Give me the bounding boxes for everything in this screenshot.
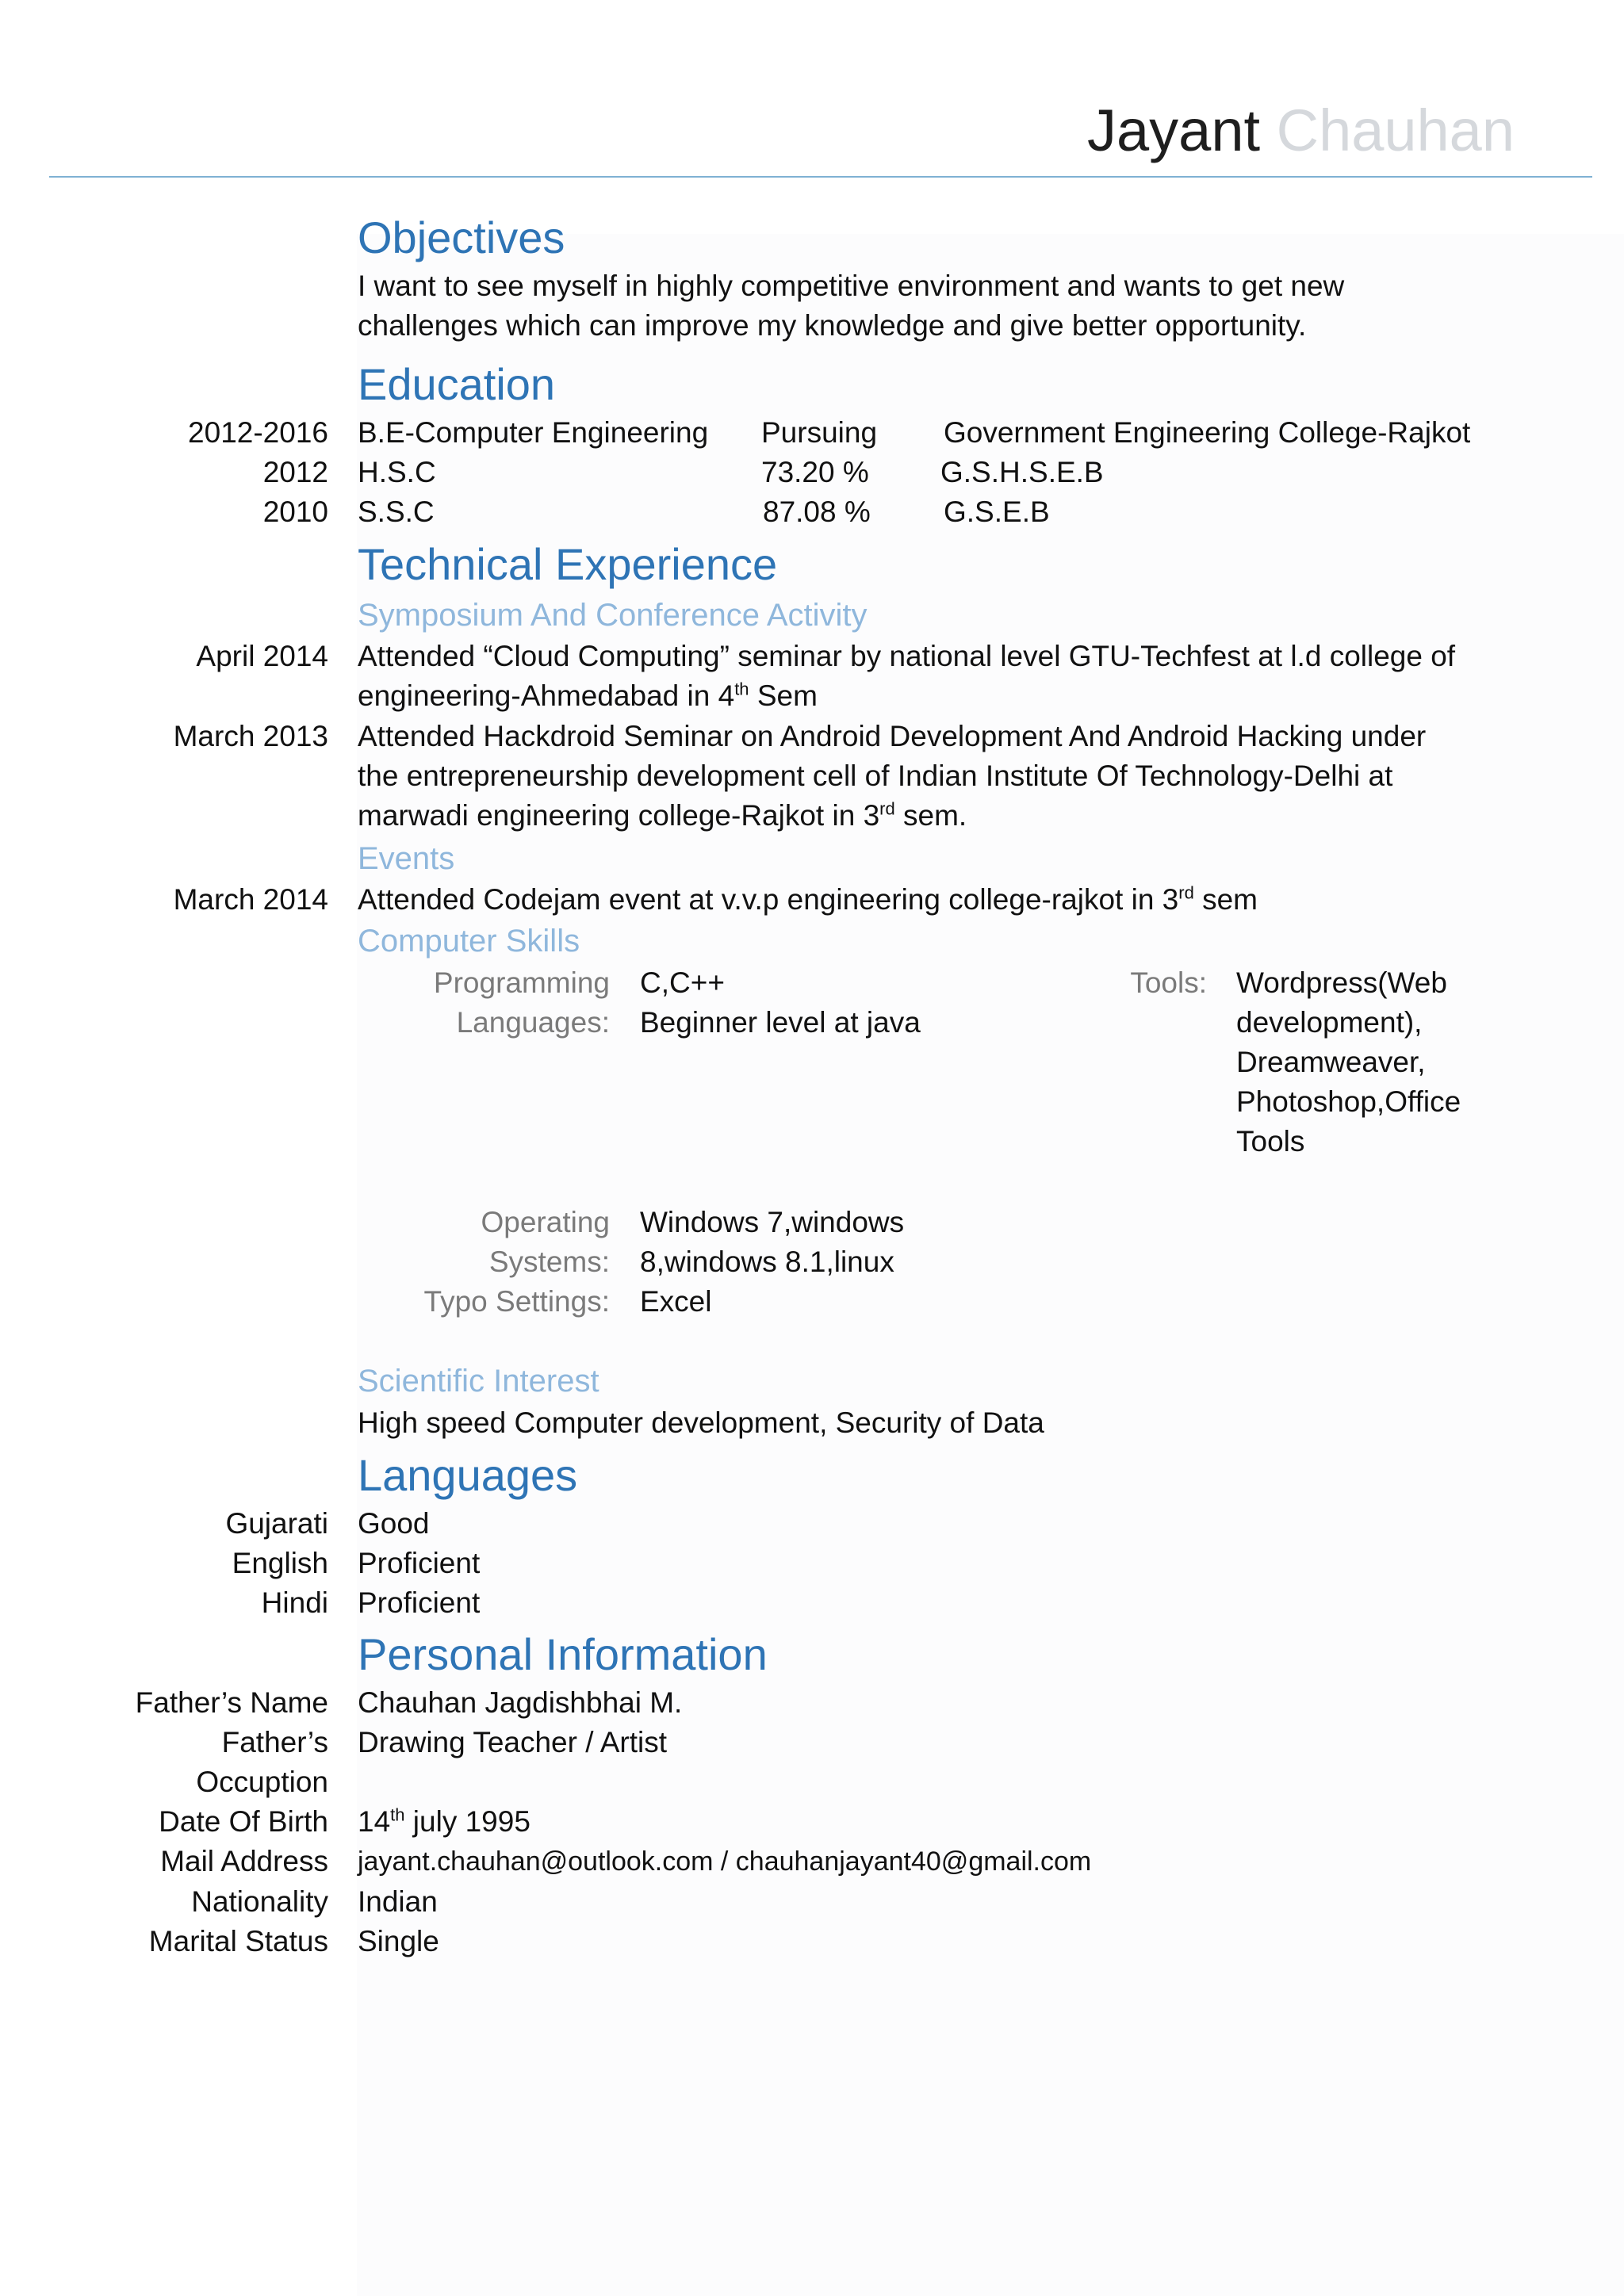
skill-value: 8,windows 8.1,linux bbox=[640, 1246, 894, 1278]
skill-value: Windows 7,windows bbox=[640, 1206, 905, 1238]
language-name: Hindi bbox=[261, 1586, 328, 1619]
personal-information-heading: Personal Information bbox=[358, 1629, 768, 1679]
skill-value: Dreamweaver, bbox=[1236, 1046, 1426, 1078]
skill-value: Excel bbox=[640, 1285, 712, 1318]
personal-email[interactable]: jayant.chauhan@outlook.com / chauhanjayant40@gmail.com bbox=[358, 1846, 1092, 1877]
skill-label: Languages: bbox=[456, 1006, 610, 1039]
header-divider bbox=[49, 176, 1592, 178]
education-year: 2012-2016 bbox=[188, 416, 328, 449]
education-year: 2012 bbox=[262, 456, 328, 488]
language-level: Good bbox=[358, 1507, 430, 1540]
education-board: G.S.H.S.E.B bbox=[940, 456, 1104, 488]
event-line: Attended Codejam event at v.v.p engineering college-rajkot in 3rd sem bbox=[358, 882, 1258, 916]
first-name: Jayant bbox=[1087, 98, 1261, 163]
skill-value: C,C++ bbox=[640, 966, 725, 999]
education-score: Pursuing bbox=[761, 416, 878, 449]
skill-label: Typo Settings: bbox=[423, 1285, 610, 1318]
personal-label: Mail Address bbox=[160, 1845, 328, 1877]
skill-label: Systems: bbox=[488, 1246, 610, 1278]
education-board: Government Engineering College-Rajkot bbox=[944, 416, 1471, 449]
scientific-interest-value: High speed Computer development, Security of Data bbox=[358, 1406, 1044, 1439]
languages-heading: Languages bbox=[358, 1450, 578, 1500]
personal-label: Marital Status bbox=[148, 1925, 328, 1957]
skill-label: Tools: bbox=[1130, 966, 1207, 999]
education-heading: Education bbox=[358, 359, 556, 409]
skill-label: Operating bbox=[481, 1206, 610, 1238]
resume-name bbox=[1087, 98, 1515, 163]
education-degree: H.S.C bbox=[358, 456, 436, 488]
skill-value: Beginner level at java bbox=[640, 1006, 921, 1039]
activity-line: marwadi engineering college-Rajkot in 3rd sem. bbox=[358, 798, 967, 832]
objective-line-2: challenges which can improve my knowledge and give better opportunity. bbox=[358, 309, 1307, 342]
education-year: 2010 bbox=[262, 496, 328, 528]
language-level: Proficient bbox=[358, 1547, 481, 1579]
language-name: Gujarati bbox=[225, 1507, 328, 1540]
education-degree: S.S.C bbox=[358, 496, 435, 528]
personal-value: Indian bbox=[358, 1885, 438, 1918]
scientific-interest-heading: Scientific Interest bbox=[358, 1364, 599, 1399]
objectives-heading: Objectives bbox=[358, 212, 565, 262]
personal-label: Father’s Name bbox=[135, 1686, 328, 1719]
education-score: 87.08 % bbox=[763, 496, 871, 528]
personal-label: Date Of Birth bbox=[159, 1805, 328, 1838]
skill-value: Wordpress(Web bbox=[1236, 966, 1447, 999]
activity-line: Attended “Cloud Computing” seminar by national level GTU-Techfest at l.d college of bbox=[358, 640, 1456, 672]
last-name: Chauhan bbox=[1276, 98, 1515, 163]
personal-value: Drawing Teacher / Artist bbox=[358, 1726, 668, 1758]
activity-line: the entrepreneurship development cell of Indian Institute Of Technology-Delhi at bbox=[358, 760, 1393, 792]
personal-label: Occuption bbox=[196, 1766, 328, 1798]
language-name: English bbox=[232, 1547, 328, 1579]
personal-value: 14th july 1995 bbox=[358, 1804, 530, 1838]
event-date: March 2014 bbox=[173, 883, 328, 916]
events-heading: Events bbox=[358, 841, 455, 876]
personal-value: Chauhan Jagdishbhai M. bbox=[358, 1686, 683, 1719]
skill-value: Photoshop,Office bbox=[1236, 1085, 1461, 1118]
activity-date: March 2013 bbox=[173, 720, 328, 752]
skill-value: Tools bbox=[1236, 1125, 1305, 1158]
computer-skills-heading: Computer Skills bbox=[358, 924, 580, 959]
activity-date: April 2014 bbox=[196, 640, 328, 672]
personal-label: Father’s bbox=[221, 1726, 328, 1758]
language-level: Proficient bbox=[358, 1586, 481, 1619]
activity-line: Attended Hackdroid Seminar on Android Development And Android Hacking under bbox=[358, 720, 1427, 752]
symposium-heading: Symposium And Conference Activity bbox=[358, 598, 868, 633]
objective-line-1: I want to see myself in highly competitive environment and wants to get new bbox=[358, 270, 1345, 302]
technical-experience-heading: Technical Experience bbox=[358, 539, 778, 589]
skill-value: development), bbox=[1236, 1006, 1423, 1039]
education-board: G.S.E.B bbox=[944, 496, 1050, 528]
education-degree: B.E-Computer Engineering bbox=[358, 416, 709, 449]
personal-value: Single bbox=[358, 1925, 439, 1957]
activity-line: engineering-Ahmedabad in 4th Sem bbox=[358, 679, 818, 712]
education-score: 73.20 % bbox=[761, 456, 869, 488]
personal-label: Nationality bbox=[191, 1885, 328, 1918]
skill-label: Programming bbox=[433, 966, 610, 999]
